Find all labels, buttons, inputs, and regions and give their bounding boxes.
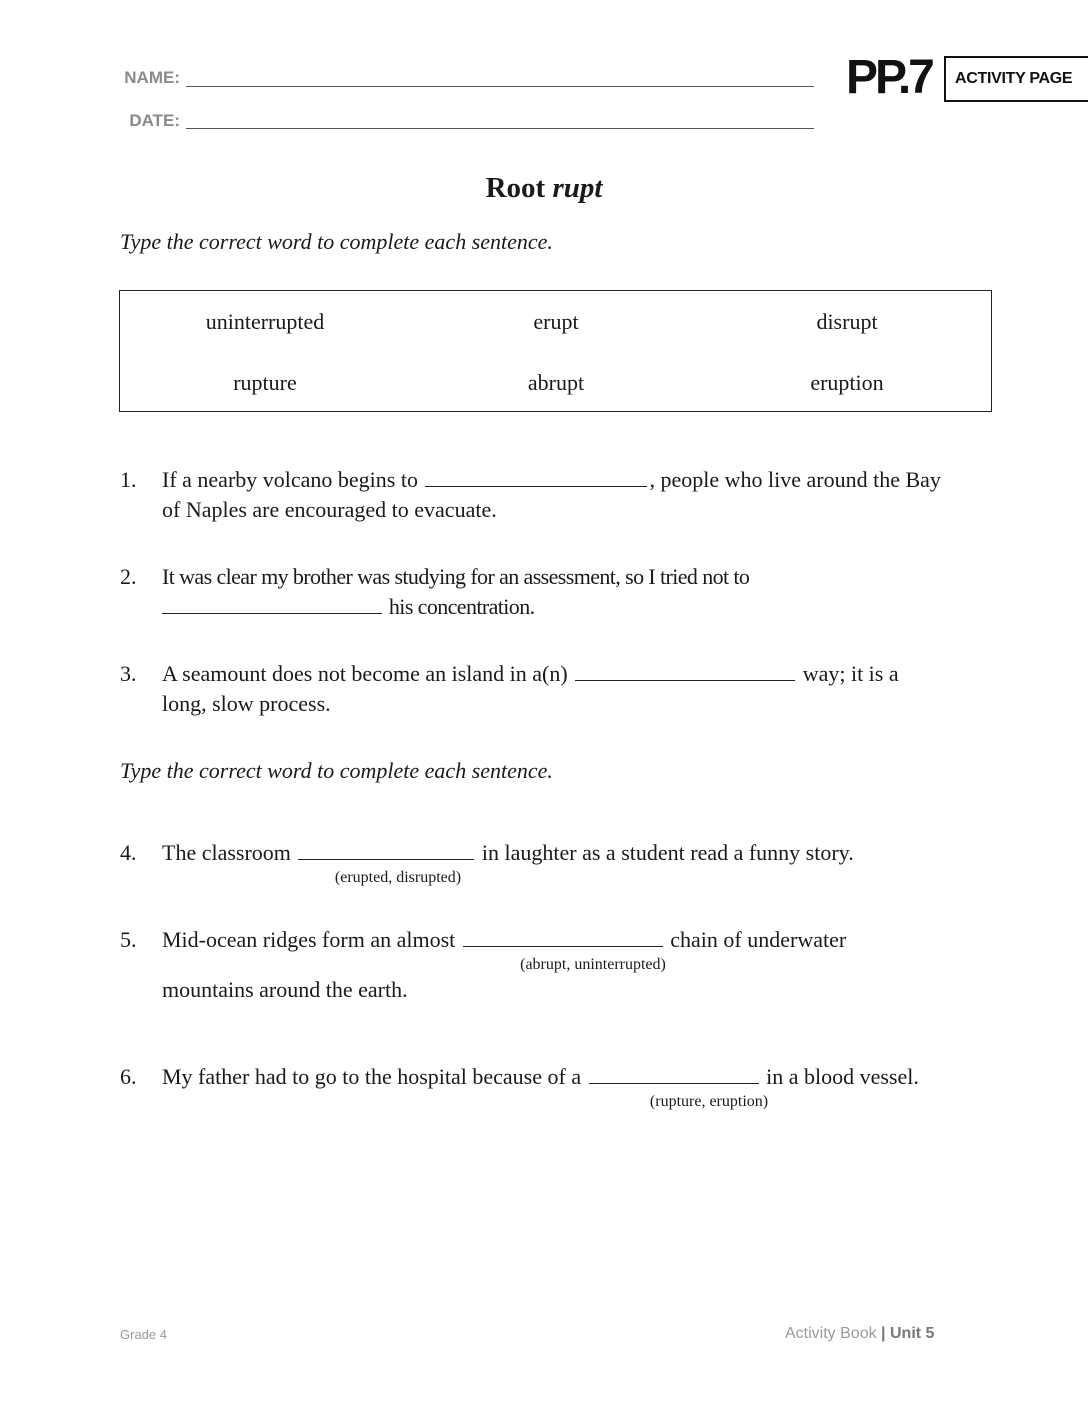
question-text: If a nearby volcano begins to xyxy=(162,467,418,492)
word-bank-item: erupt xyxy=(533,309,579,334)
title-root: rupt xyxy=(552,172,603,204)
footer-grade: Grade 4 xyxy=(120,1327,167,1342)
answer-blank[interactable] xyxy=(298,839,474,860)
question-number: 2. xyxy=(120,564,137,589)
question-2 xyxy=(162,562,1002,622)
page-title xyxy=(0,172,1088,205)
footer-book xyxy=(785,1325,934,1343)
answer-options: (rupture, eruption) xyxy=(649,1093,769,1110)
word-bank-item: disrupt xyxy=(816,309,878,334)
question-6 xyxy=(162,1062,1002,1092)
answer-blank[interactable] xyxy=(575,660,795,681)
name-label: NAME: xyxy=(124,68,180,87)
footer-book-title: Activity Book xyxy=(785,1325,877,1342)
answer-blank[interactable] xyxy=(425,466,647,487)
question-text: way; it is a xyxy=(802,661,899,686)
question-number: 4. xyxy=(120,840,137,865)
instructions-part2: Type the correct word to complete each sentence. xyxy=(120,758,553,783)
question-text: of Naples are encouraged to evacuate. xyxy=(162,497,497,522)
question-text: in a blood vessel. xyxy=(766,1064,919,1089)
question-number: 1. xyxy=(120,467,137,492)
activity-page-label: ACTIVITY PAGE xyxy=(955,70,1073,87)
question-text: his concentration. xyxy=(388,594,535,619)
question-number: 6. xyxy=(120,1064,137,1089)
footer-separator: | xyxy=(881,1325,886,1342)
word-bank-item: rupture xyxy=(233,370,297,395)
date-label: DATE: xyxy=(129,111,180,130)
word-bank-item: uninterrupted xyxy=(205,309,325,334)
question-1 xyxy=(162,465,1002,525)
title-root-word: Root xyxy=(485,172,546,204)
question-3 xyxy=(162,659,1002,719)
question-number: 3. xyxy=(120,661,137,686)
question-text: chain of underwater xyxy=(670,927,847,952)
question-text: , people who live around the Bay xyxy=(649,467,941,492)
question-5 xyxy=(162,925,1002,955)
date-field[interactable] xyxy=(186,128,814,129)
question-text: Mid-ocean ridges form an almost xyxy=(162,927,456,952)
question-text: long, slow process. xyxy=(162,691,331,716)
word-bank-item: eruption xyxy=(810,370,884,395)
answer-blank[interactable] xyxy=(589,1063,759,1084)
instructions-part1: Type the correct word to complete each sentence. xyxy=(120,229,553,254)
footer-unit: Unit 5 xyxy=(889,1325,935,1342)
name-field[interactable] xyxy=(186,86,814,87)
word-bank xyxy=(119,290,992,412)
question-text: A seamount does not become an island in a(n) xyxy=(162,661,568,686)
question-text: in laughter as a student read a funny story. xyxy=(481,840,854,865)
word-bank-item: abrupt xyxy=(527,370,585,395)
page-code: PP.7 xyxy=(846,51,932,104)
question-text: My father had to go to the hospital because of a xyxy=(162,1064,582,1089)
answer-blank[interactable] xyxy=(162,593,382,614)
activity-page-badge xyxy=(944,56,1088,102)
question-text: mountains around the earth. xyxy=(162,977,408,1002)
answer-options: (abrupt, uninterrupted) xyxy=(520,956,666,973)
question-text: It was clear my brother was studying for an assessment, so I tried not to xyxy=(162,564,750,589)
answer-blank[interactable] xyxy=(463,926,663,947)
question-text: The classroom xyxy=(162,840,291,865)
question-number: 5. xyxy=(120,927,137,952)
answer-options: (erupted, disrupted) xyxy=(334,869,462,886)
question-4 xyxy=(162,838,1002,868)
